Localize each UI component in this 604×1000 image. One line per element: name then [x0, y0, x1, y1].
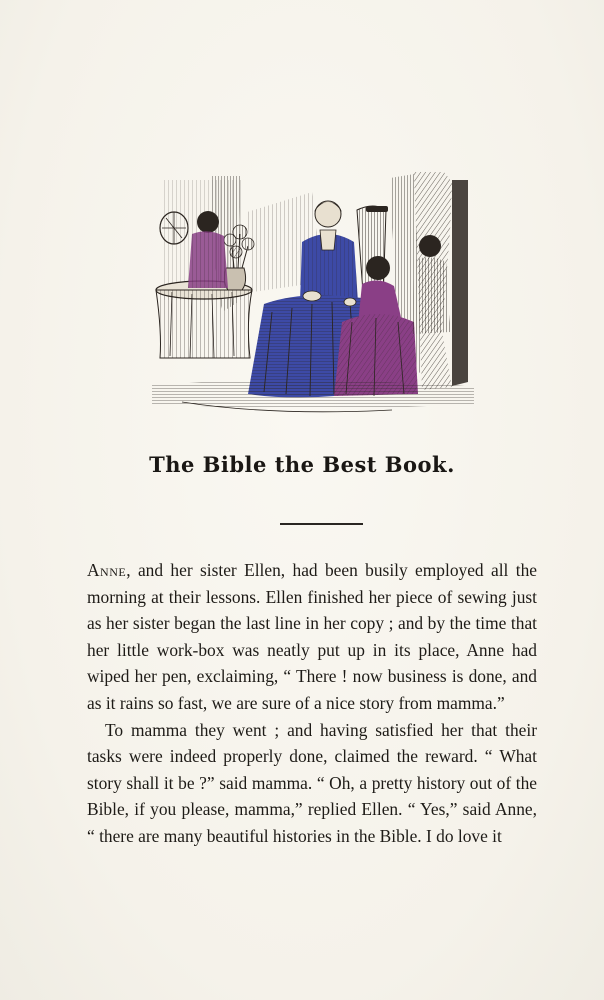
- paragraph-1-text: , and her sister Ellen, had been busily employed all the morning at their lessons. Ellen finished her piece of sewing just as her sister began the last line in her copy ; and by the time that her little work-box was neatly put up in its place, Anne had wiped her pen, exclaiming, “ There ! now business is done, and as it rains so fast, we are sure of a nice story from mamma.”: [87, 560, 537, 713]
- engraving-illustration: [152, 172, 474, 416]
- paragraph-1: [87, 557, 537, 717]
- paragraph-2: To mamma they went ; and having satisfied her that their tasks were indeed properly done, claimed the reward. “ What story shall it be ?” said mamma. “ Oh, a pretty history out of the Bible, if you please, mamma,” replied Ellen. “ Yes,” said Anne, “ there are many beautiful histories in the Bible. I do love it: [87, 719, 537, 846]
- paragraph-lead-word: Anne: [87, 560, 127, 580]
- body-text: [87, 557, 537, 850]
- page-title: The Bible the Best Book.: [149, 452, 455, 477]
- engraving-mother-and-children-icon: [152, 172, 474, 416]
- title-divider: [280, 523, 363, 525]
